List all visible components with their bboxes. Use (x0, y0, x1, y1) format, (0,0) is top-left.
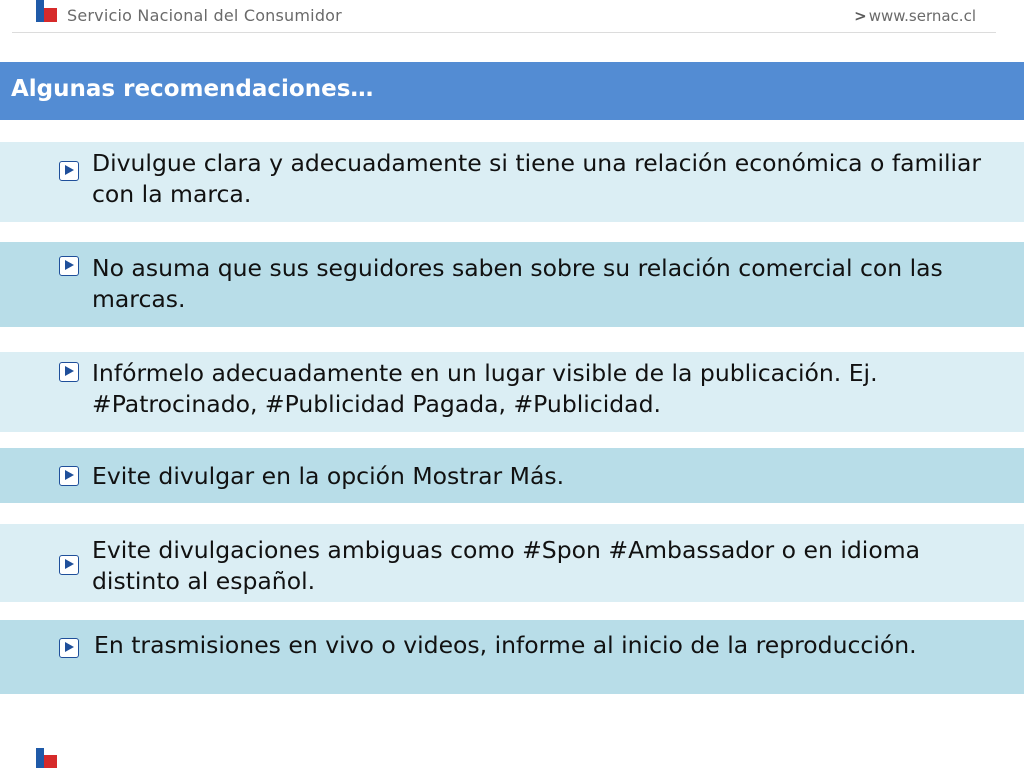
brand-name: Servicio Nacional del Consumidor (67, 6, 342, 25)
recommendation-text: En trasmisiones en vivo o videos, informe al inicio de la reproducción. (94, 631, 917, 659)
slide-title-bar (0, 62, 1024, 120)
recommendation-item (0, 352, 1024, 432)
chevron-right-icon: > (854, 7, 867, 25)
recommendation-text: Infórmelo adecuadamente en un lugar visible de la publicación. Ej. #Patrocinado, #Publicidad Pagada, #Publicidad. (92, 359, 878, 418)
website-url: www.sernac.cl (868, 7, 976, 25)
recommendation-text: No asuma que sus seguidores saben sobre su relación comercial con las marcas. (92, 254, 943, 313)
website-link[interactable] (854, 7, 976, 25)
chile-flag-icon (36, 748, 57, 768)
recommendation-text: Evite divulgaciones ambiguas como #Spon #Ambassador o en idioma distinto al español. (92, 536, 920, 595)
recommendation-text: Divulgue clara y adecuadamente si tiene una relación económica o familiar con la marca. (92, 149, 982, 208)
slide-title: Algunas recomendaciones… (11, 76, 374, 102)
recommendation-item (0, 142, 1024, 222)
play-arrow-icon (59, 362, 79, 382)
recommendation-text: Evite divulgar en la opción Mostrar Más. (92, 462, 565, 490)
play-arrow-icon (59, 161, 79, 181)
recommendation-item (0, 448, 1024, 503)
play-arrow-icon (59, 466, 79, 486)
header-divider (12, 32, 996, 33)
play-arrow-icon (59, 638, 79, 658)
chile-flag-icon (36, 0, 57, 22)
play-arrow-icon (59, 256, 79, 276)
recommendation-item (0, 620, 1024, 694)
play-arrow-icon (59, 555, 79, 575)
recommendation-item (0, 242, 1024, 327)
recommendation-item (0, 524, 1024, 602)
